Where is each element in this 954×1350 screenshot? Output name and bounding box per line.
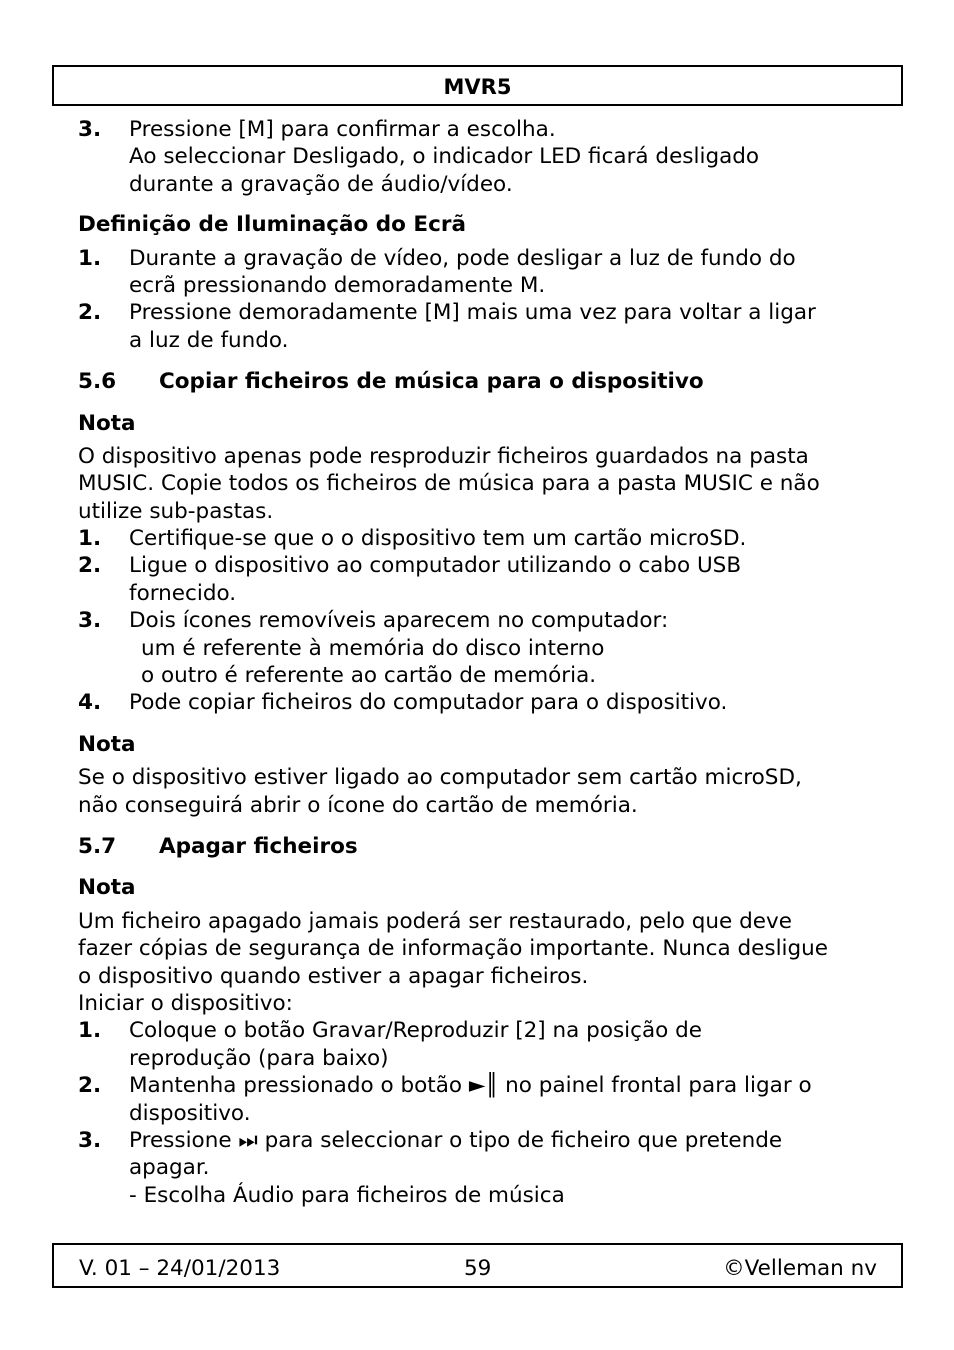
list-item (78, 689, 878, 716)
item-text: fornecido. (129, 580, 237, 606)
section-heading (78, 368, 878, 395)
item-number: 2. (78, 1073, 102, 1099)
item-text: - Escolha Áudio para ficheiros de música (129, 1182, 565, 1208)
sub-item-text: o outro é referente ao cartão de memória. (141, 663, 597, 689)
paragraph-line: não conseguirá abrir o ícone do cartão de memória. (78, 792, 638, 818)
list-item (78, 116, 878, 143)
item-text: durante a gravação de áudio/vídeo. (129, 171, 513, 197)
item-text: Pressione [M] para confirmar a escolha. (129, 117, 556, 142)
item-text: reprodução (para baixo) (129, 1045, 389, 1071)
section-number: 5.6 (78, 369, 117, 395)
list-item (78, 1017, 878, 1044)
section-heading (78, 833, 878, 860)
list-item (78, 299, 878, 326)
item-number: 2. (78, 300, 102, 326)
model-name: MVR5 (443, 75, 512, 99)
item-text: Mantenha pressionado o botão ►║ no painel frontal para ligar o (129, 1073, 812, 1099)
item-text: Dois ícones removíveis aparecem no computador: (129, 608, 669, 634)
item-number: 4. (78, 690, 102, 716)
section-title: Copiar ficheiros de música para o dispositivo (159, 369, 704, 395)
paragraph-line: MUSIC. Copie todos os ficheiros de música para a pasta MUSIC e não (78, 471, 820, 497)
subheading: Definição de Iluminação do Ecrã (78, 212, 466, 238)
paragraph-line: O dispositivo apenas pode resproduzir ficheiros guardados na pasta (78, 443, 809, 469)
note-title: Nota (78, 731, 136, 757)
note-title: Nota (78, 875, 136, 901)
paragraph-line: Um ficheiro apagado jamais poderá ser restaurado, pelo que deve (78, 908, 792, 934)
page-footer (52, 1243, 903, 1288)
paragraph-line: o dispositivo quando estiver a apagar ficheiros. (78, 963, 589, 989)
item-number: 3. (78, 608, 102, 634)
item-text: ecrã pressionando demoradamente M. (129, 272, 546, 298)
item-text: apagar. (129, 1155, 210, 1181)
item-text: Pode copiar ficheiros do computador para o dispositivo. (129, 690, 728, 716)
paragraph-line: fazer cópias de segurança de informação importante. Nunca desligue (78, 936, 829, 962)
item-number: 3. (78, 1127, 102, 1153)
list-item (78, 1127, 878, 1154)
paragraph-line: utilize sub-pastas. (78, 498, 274, 524)
footer-version: V. 01 – 24/01/2013 (79, 1256, 281, 1281)
footer-copyright: ©Velleman nv (723, 1256, 877, 1281)
list-item (78, 245, 878, 272)
page-header (52, 65, 903, 106)
paragraph-line: Se o dispositivo estiver ligado ao computador sem cartão microSD, (78, 765, 802, 791)
list-item (78, 552, 878, 579)
item-text: Durante a gravação de vídeo, pode desligar a luz de fundo do (129, 245, 796, 271)
sub-item-text: um é referente à memória do disco interno (141, 635, 605, 661)
section-number: 5.7 (78, 833, 117, 859)
item-text: a luz de fundo. (129, 327, 289, 353)
item-number: 3. (78, 117, 102, 142)
item-text: Ligue o dispositivo ao computador utilizando o cabo USB (129, 553, 742, 579)
page-content (78, 116, 878, 1209)
section-title: Apagar ficheiros (159, 833, 358, 859)
list-item (78, 607, 878, 634)
item-text: Pressione demoradamente [M] mais uma vez para voltar a ligar (129, 300, 816, 326)
note-title: Nota (78, 410, 136, 436)
item-number: 1. (78, 245, 102, 271)
paragraph-line: Iniciar o dispositivo: (78, 990, 293, 1016)
list-item (78, 525, 878, 552)
item-text: Pressione ⏭ para seleccionar o tipo de ficheiro que pretende (129, 1127, 783, 1153)
item-number: 2. (78, 553, 102, 579)
list-item (78, 1072, 878, 1099)
item-text: dispositivo. (129, 1100, 251, 1126)
footer-page-number: 59 (464, 1256, 492, 1281)
item-text: Certifique-se que o o dispositivo tem um cartão microSD. (129, 526, 747, 552)
item-text: Ao seleccionar Desligado, o indicador LED ficará desligado (129, 144, 760, 170)
item-text: Coloque o botão Gravar/Reproduzir [2] na posição de (129, 1018, 703, 1044)
item-number: 1. (78, 1018, 102, 1044)
item-number: 1. (78, 526, 102, 552)
